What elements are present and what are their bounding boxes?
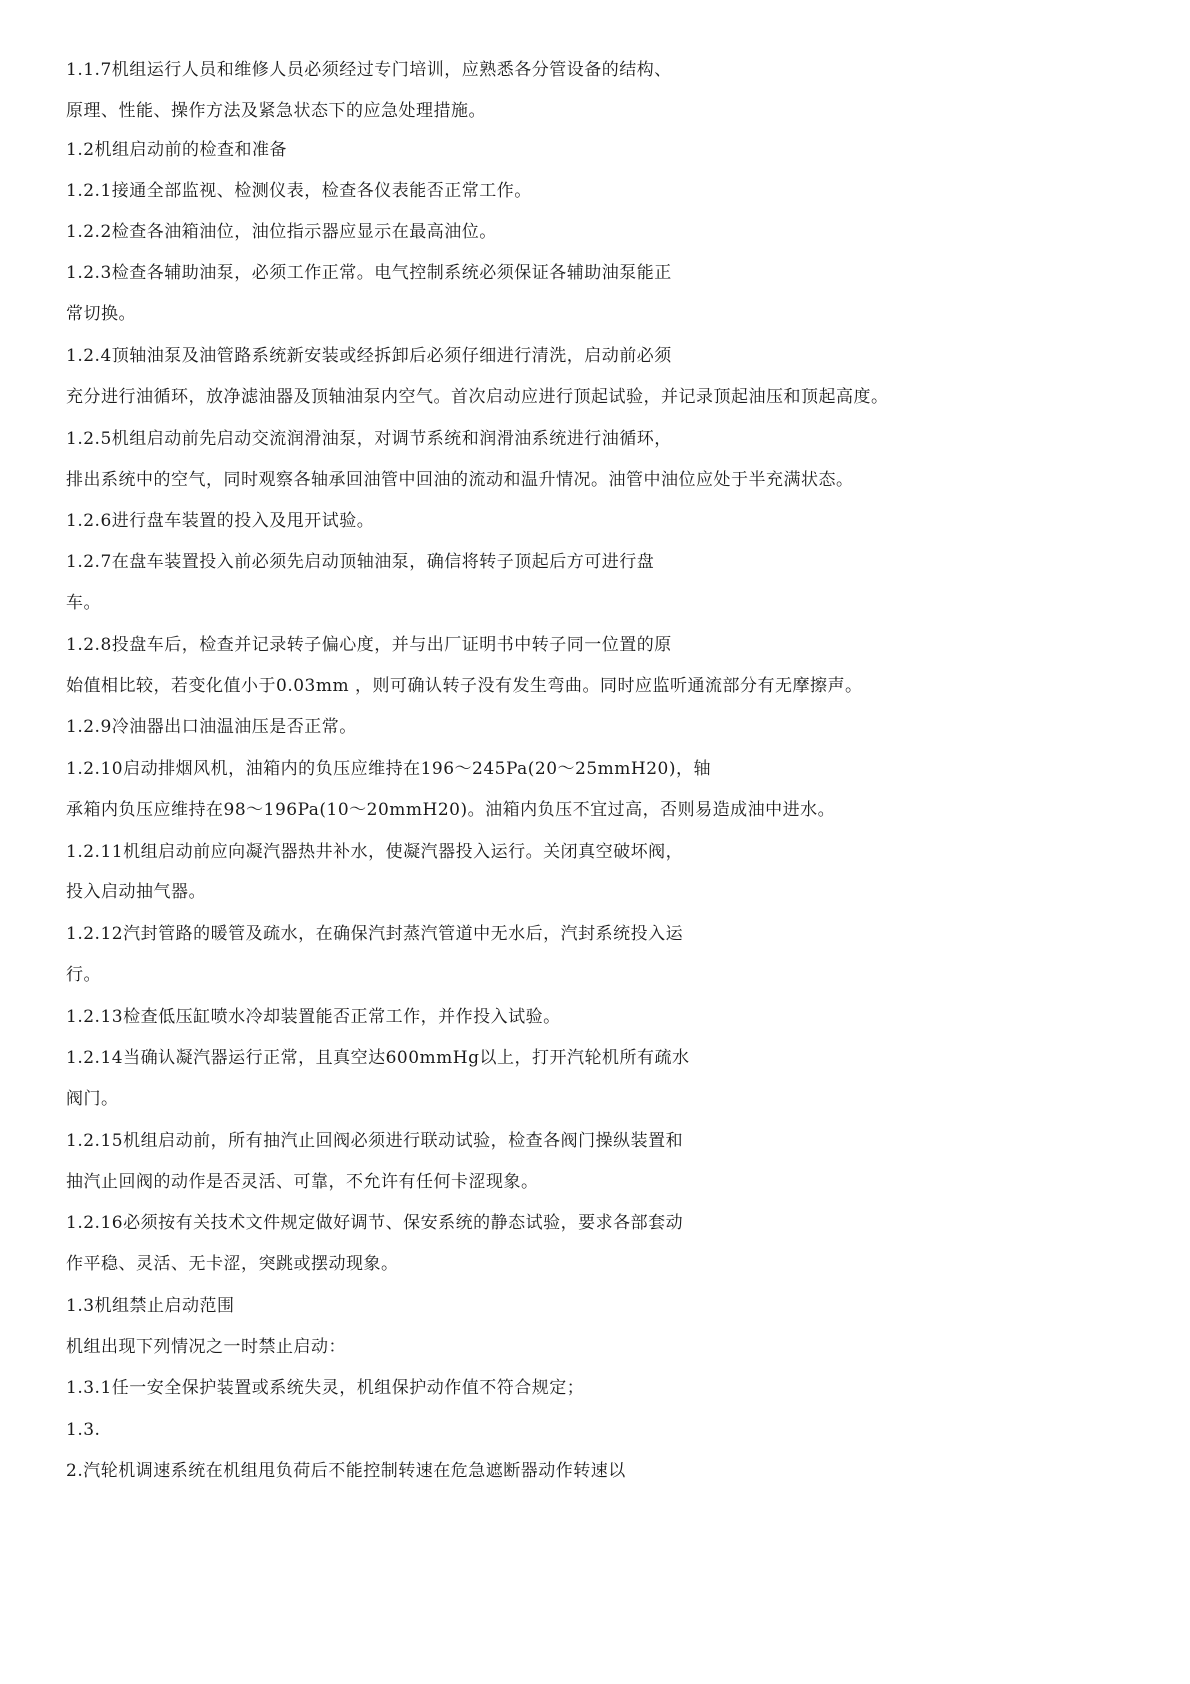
text-line: 1.1.7机组运行人员和维修人员必须经过专门培训，应熟悉各分管设备的结构、 [66, 60, 672, 80]
text-line: 1.2.5机组启动前先启动交流润滑油泵，对调节系统和润滑油系统进行油循环， [66, 429, 672, 449]
text-line: 1.2.2检查各油箱油位，油位指示器应显示在最高油位。 [66, 222, 497, 242]
text-line: 1.2.13检查低压缸喷水冷却装置能否正常工作，并作投入试验。 [66, 1007, 561, 1027]
text-line: 承箱内负压应维持在98～196Pa(10～20mmH20)。油箱内负压不宜过高，否则易造成油中进水。 [66, 800, 836, 820]
text-line: 排出系统中的空气，同时观察各轴承回油管中回油的流动和温升情况。油管中油位应处于半充满状态。 [66, 470, 854, 490]
text-line: 机组出现下列情况之一时禁止启动： [66, 1337, 346, 1357]
text-line: 行。 [66, 965, 101, 985]
text-line: 1.2.14当确认凝汽器运行正常，且真空达600mmHg以上，打开汽轮机所有疏水 [66, 1048, 690, 1068]
text-line: 常切换。 [66, 304, 136, 324]
text-line: 1.3.1任一安全保护装置或系统失灵，机组保护动作值不符合规定； [66, 1378, 585, 1398]
text-line: 抽汽止回阀的动作是否灵活、可靠，不允许有任何卡涩现象。 [66, 1172, 539, 1192]
text-line: 1.2.10启动排烟风机，油箱内的负压应维持在196～245Pa(20～25mmH20)，轴 [66, 759, 712, 779]
text-line: 1.2.16必须按有关技术文件规定做好调节、保安系统的静态试验，要求各部套动 [66, 1213, 684, 1233]
section-heading: 1.2机组启动前的检查和准备 [66, 140, 288, 160]
text-line: 始值相比较，若变化值小于0.03mm ，则可确认转子没有发生弯曲。同时应监听通流部分有无摩擦声。 [66, 676, 863, 696]
text-line: 1.2.4顶轴油泵及油管路系统新安装或经拆卸后必须仔细进行清洗，启动前必须 [66, 346, 672, 366]
text-line: 1.2.6进行盘车装置的投入及甩开试验。 [66, 511, 375, 531]
text-line: 投入启动抽气器。 [66, 882, 206, 902]
text-line: 1.2.9冷油器出口油温油压是否正常。 [66, 717, 357, 737]
section-heading: 1.3机组禁止启动范围 [66, 1296, 235, 1316]
text-line: 2.汽轮机调速系统在机组甩负荷后不能控制转速在危急遮断器动作转速以 [66, 1461, 626, 1481]
text-line: 1.2.1接通全部监视、检测仪表，检查各仪表能否正常工作。 [66, 181, 532, 201]
text-line: 阀门。 [66, 1089, 119, 1109]
text-line: 1.2.11机组启动前应向凝汽器热井补水，使凝汽器投入运行。关闭真空破坏阀， [66, 842, 684, 862]
text-line: 原理、性能、操作方法及紧急状态下的应急处理措施。 [66, 101, 486, 121]
text-line: 1.3. [66, 1420, 101, 1440]
text-line: 车。 [66, 593, 101, 613]
text-line: 1.2.8投盘车后，检查并记录转子偏心度，并与出厂证明书中转子同一位置的原 [66, 635, 672, 655]
text-line: 1.2.3检查各辅助油泵，必须工作正常。电气控制系统必须保证各辅助油泵能正 [66, 263, 672, 283]
text-line: 1.2.12汽封管路的暖管及疏水，在确保汽封蒸汽管道中无水后，汽封系统投入运 [66, 924, 684, 944]
text-line: 1.2.7在盘车装置投入前必须先启动顶轴油泵，确信将转子顶起后方可进行盘 [66, 552, 655, 572]
text-line: 充分进行油循环，放净滤油器及顶轴油泵内空气。首次启动应进行顶起试验，并记录顶起油压和顶起高度。 [66, 387, 889, 407]
text-line: 1.2.15机组启动前，所有抽汽止回阀必须进行联动试验，检查各阀门操纵装置和 [66, 1131, 684, 1151]
text-line: 作平稳、灵活、无卡涩，突跳或摆动现象。 [66, 1254, 399, 1274]
